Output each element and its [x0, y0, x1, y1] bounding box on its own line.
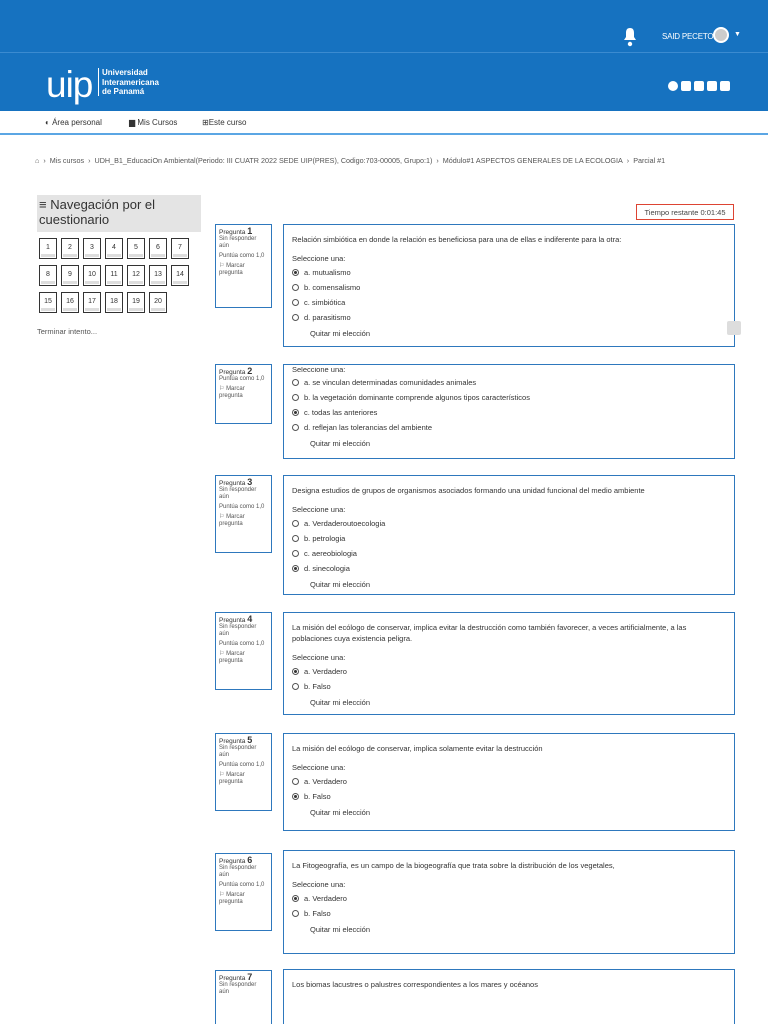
- flag-icon: ⚐: [219, 772, 225, 778]
- main-nav: [0, 111, 768, 135]
- home-icon[interactable]: ⌂: [35, 156, 40, 165]
- breadcrumb: ⌂ › Mis cursos › UDH_B1_EducaciOn Ambiental(Periodo: III CUATR 2022 SEDE UIP(PRES), Codigo:703-00005, Grupo:1) › Módulo#1 ASPECTOS GENERALES DE LA ECOLOGIA › Parcial #1: [35, 156, 666, 165]
- menu-icon: ≡: [39, 197, 47, 212]
- radio-selected[interactable]: [292, 565, 299, 572]
- radio-selected[interactable]: [292, 409, 299, 416]
- radio[interactable]: [292, 299, 299, 306]
- quiz-navigation: [37, 195, 201, 232]
- question-button[interactable]: 16: [61, 292, 79, 313]
- answer-option[interactable]: b. Falso: [292, 681, 726, 692]
- radio-selected[interactable]: [292, 793, 299, 800]
- radio-selected[interactable]: [292, 895, 299, 902]
- radio[interactable]: [292, 535, 299, 542]
- question-info: Pregunta 4 Sin responder aún Puntúa como 1,0 ⚐ Marcar pregunta: [215, 612, 272, 690]
- radio[interactable]: [292, 379, 299, 386]
- answer-option[interactable]: d. sinecologia: [292, 563, 726, 574]
- logo[interactable]: uip: [46, 64, 93, 105]
- question-button[interactable]: 1: [39, 238, 57, 259]
- flag-question[interactable]: ⚐ Marcar pregunta: [219, 514, 245, 527]
- answer-option[interactable]: a. Verdaderoutoecologia: [292, 518, 726, 529]
- flag-question[interactable]: ⚐ Marcar pregunta: [219, 386, 245, 399]
- clear-choice-link[interactable]: Quitar mi elección: [310, 580, 371, 589]
- answer-option[interactable]: c. aereobiologia: [292, 548, 726, 559]
- answer-option[interactable]: b. comensalismo: [292, 282, 726, 293]
- avatar[interactable]: [713, 27, 729, 43]
- top-bar: [0, 0, 768, 52]
- question-info: Pregunta 5 Sin responder aún Puntúa como 1,0 ⚐ Marcar pregunta: [215, 733, 272, 811]
- question-box: La misión del ecólogo de conservar, implica solamente evitar la destrucción Seleccione una: a. Verdadero b. Falso Quitar mi elección: [283, 733, 735, 831]
- question-box: Los biomas lacustres o palustres correspondientes a los mares y océanos: [283, 969, 735, 1024]
- user-name[interactable]: SAID PECETO: [662, 32, 714, 41]
- question-box: La Fitogeografía, es un campo de la biogeografía que trata sobre la distribución de los vegetales, Seleccione una: a. Verdadero b. Falso Quitar mi elección: [283, 850, 735, 954]
- instagram-icon[interactable]: [707, 81, 717, 91]
- radio[interactable]: [292, 910, 299, 917]
- answer-option[interactable]: b. Falso: [292, 908, 726, 919]
- clear-choice-link[interactable]: Quitar mi elección: [310, 329, 371, 338]
- question-info: Pregunta 7 Sin responder aún: [215, 970, 272, 1024]
- answer-option[interactable]: b. petrologia: [292, 533, 726, 544]
- answer-option[interactable]: d. parasitismo: [292, 312, 726, 323]
- answer-option[interactable]: b. Falso: [292, 791, 726, 802]
- answer-option[interactable]: a. Verdadero: [292, 776, 726, 787]
- answer-option[interactable]: c. todas las anteriores: [292, 407, 726, 418]
- radio[interactable]: [292, 284, 299, 291]
- answer-option[interactable]: a. Verdadero: [292, 893, 726, 904]
- question-button[interactable]: 13: [149, 265, 167, 286]
- question-info: Pregunta 3 Sin responder aún Puntúa como 1,0 ⚐ Marcar pregunta: [215, 475, 272, 553]
- radio[interactable]: [292, 314, 299, 321]
- scroll-up-button[interactable]: [727, 321, 741, 335]
- question-box: Designa estudios de grupos de organismos asociados formando una unidad funcional del medio ambiente Seleccione una: a. Verdaderoutoecologia b. petrologia c. aereobiologia d. sinecologia Quitar mi elección: [283, 475, 735, 595]
- question-button[interactable]: 8: [39, 265, 57, 286]
- nav-item-mis-cursos[interactable]: ▆ Mis Cursos: [129, 118, 178, 127]
- youtube-icon[interactable]: [720, 81, 730, 91]
- answer-option[interactable]: c. simbiótica: [292, 297, 726, 308]
- radio[interactable]: [292, 424, 299, 431]
- radio-selected[interactable]: [292, 269, 299, 276]
- clear-choice-link[interactable]: Quitar mi elección: [310, 925, 371, 934]
- answer-option[interactable]: a. se vinculan determinadas comunidades animales: [292, 377, 726, 388]
- question-button[interactable]: 12: [127, 265, 145, 286]
- radio[interactable]: [292, 520, 299, 527]
- flag-icon: ⚐: [219, 514, 225, 520]
- clear-choice-link[interactable]: Quitar mi elección: [310, 698, 371, 707]
- answer-option[interactable]: b. la vegetación dominante comprende algunos tipos característicos: [292, 392, 726, 403]
- logo-text: Universidad Interamericana de Panamá: [102, 68, 159, 96]
- finish-attempt-link[interactable]: Terminar intento...: [37, 327, 98, 336]
- answer-option[interactable]: a. mutualismo: [292, 267, 726, 278]
- web-icon[interactable]: [668, 81, 678, 91]
- logo-divider: [98, 68, 99, 96]
- facebook-icon[interactable]: [681, 81, 691, 91]
- question-button[interactable]: 7: [171, 238, 189, 259]
- nav-item-area-personal[interactable]: ◐ Área personal: [45, 118, 102, 127]
- nav-item-este-curso[interactable]: ⊞Este curso: [202, 118, 247, 127]
- question-box: La misión del ecólogo de conservar, implica evitar la destrucción como también favorecer, a veces artificialmente, a las poblaciones cuya existencia peligra. Seleccione una: a. Verdadero b. Falso Quitar mi elección: [283, 612, 735, 715]
- question-button[interactable]: 6: [149, 238, 167, 259]
- flag-icon: ⚐: [219, 892, 225, 898]
- question-button[interactable]: 11: [105, 265, 123, 286]
- radio[interactable]: [292, 683, 299, 690]
- question-button[interactable]: 17: [83, 292, 101, 313]
- question-button[interactable]: 5: [127, 238, 145, 259]
- question-info: Pregunta 6 Sin responder aún Puntúa como 1,0 ⚐ Marcar pregunta: [215, 853, 272, 931]
- question-button[interactable]: 4: [105, 238, 123, 259]
- radio[interactable]: [292, 550, 299, 557]
- flag-question[interactable]: ⚐ Marcar pregunta: [219, 651, 245, 664]
- sitemap-icon: ⊞: [202, 118, 209, 127]
- flag-icon: ⚐: [219, 263, 225, 269]
- dashboard-icon: ◐: [45, 118, 50, 127]
- time-remaining: Tiempo restante 0:01:45: [636, 204, 734, 220]
- flag-question[interactable]: ⚐ Marcar pregunta: [219, 892, 245, 905]
- twitter-icon[interactable]: [694, 81, 704, 91]
- radio[interactable]: [292, 778, 299, 785]
- question-info: Pregunta 1 Sin responder aún Puntúa como 1,0 ⚐ Marcar pregunta: [215, 224, 272, 308]
- flag-question[interactable]: ⚐ Marcar pregunta: [219, 263, 245, 276]
- answer-option[interactable]: d. reflejan las tolerancias del ambiente: [292, 422, 726, 433]
- answer-option[interactable]: a. Verdadero: [292, 666, 726, 677]
- quiz-navigation-title: ≡ Navegación por el cuestionario: [37, 195, 201, 232]
- clear-choice-link[interactable]: Quitar mi elección: [310, 808, 371, 817]
- question-button[interactable]: 19: [127, 292, 145, 313]
- question-button[interactable]: 18: [105, 292, 123, 313]
- question-button[interactable]: 14: [171, 265, 189, 286]
- question-button[interactable]: 2: [61, 238, 79, 259]
- question-button[interactable]: 3: [83, 238, 101, 259]
- question-info: Pregunta 2 Puntúa como 1,0 ⚐ Marcar pregunta: [215, 364, 272, 424]
- question-box: Relación simbiótica en donde la relación es beneficiosa para una de ellas e indiferente para la otra: Seleccione una: a. mutualismo b. comensalismo c. simbiótica d. parasitismo Quitar mi elección: [283, 224, 735, 347]
- clear-choice-link[interactable]: Quitar mi elección: [310, 439, 371, 448]
- flag-question[interactable]: ⚐ Marcar pregunta: [219, 772, 245, 785]
- chevron-down-icon[interactable]: ▼: [734, 31, 741, 38]
- question-button[interactable]: 10: [83, 265, 101, 286]
- social-links: [668, 81, 730, 91]
- flag-icon: ⚐: [219, 651, 225, 657]
- notification-bell-icon[interactable]: [622, 27, 638, 47]
- briefcase-icon: ▆: [129, 118, 136, 127]
- question-button[interactable]: 20: [149, 292, 167, 313]
- question-button[interactable]: 9: [61, 265, 79, 286]
- flag-icon: ⚐: [219, 386, 225, 392]
- radio[interactable]: [292, 394, 299, 401]
- question-button[interactable]: 15: [39, 292, 57, 313]
- question-box: Seleccione una: a. se vinculan determinadas comunidades animales b. la vegetación dominante comprende algunos tipos característicos c. todas las anteriores d. reflejan las tolerancias del ambiente Quitar mi elección: [283, 364, 735, 459]
- radio-selected[interactable]: [292, 668, 299, 675]
